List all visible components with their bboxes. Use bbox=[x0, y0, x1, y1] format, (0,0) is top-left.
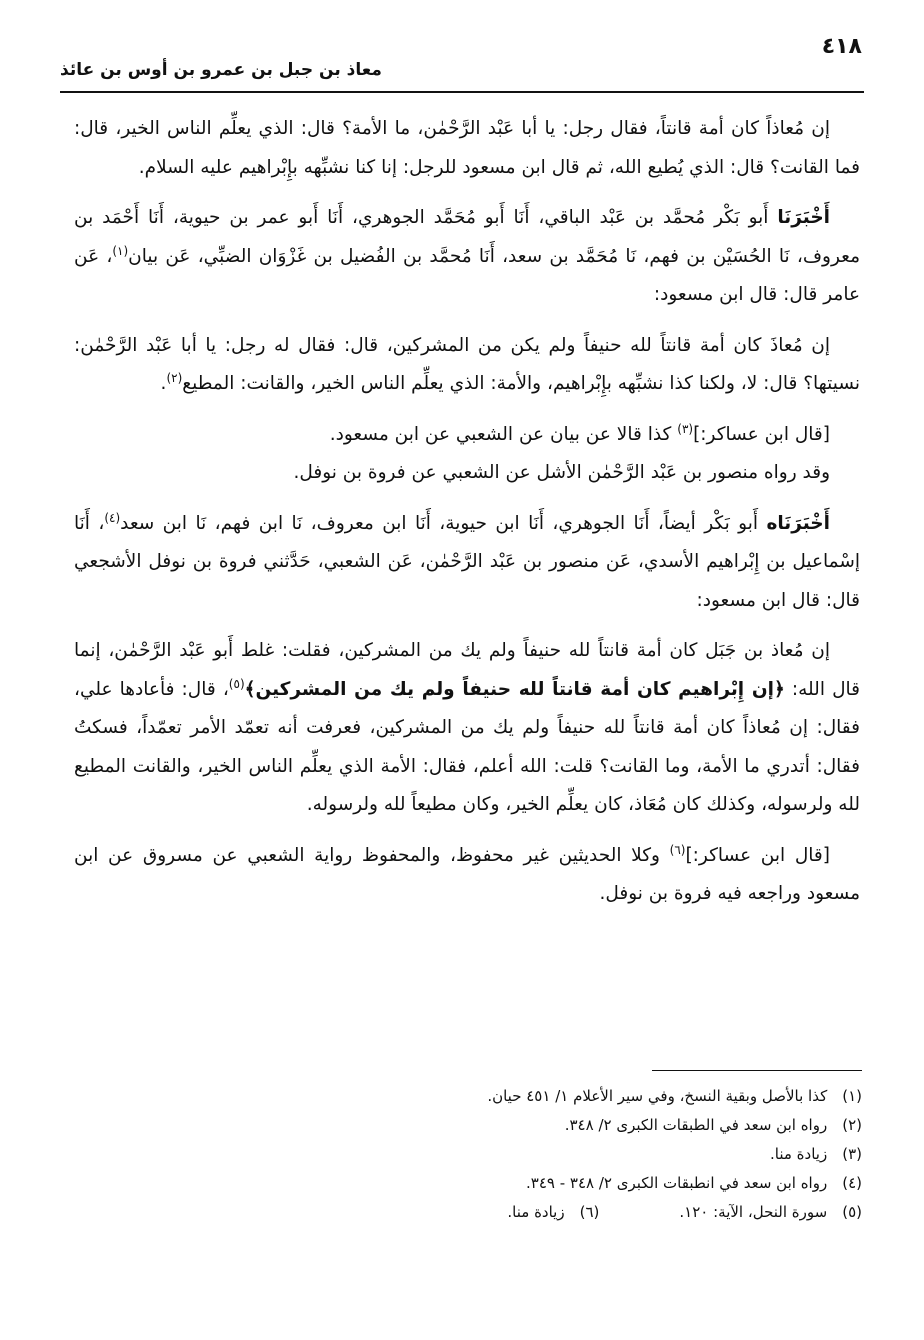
main-text bbox=[74, 110, 860, 926]
paragraph-text: إن مُعاذاً كان أمة قانتاً، فقال رجل: يا أبا عَبْد الرَّحْمٰن، ما الأمة؟ قال: الذي يعلِّم الناس الخير، قال: فما القانت؟ قال: الذي يُطيع الله، ثم قال ابن مسعود للرجل: إنا كنا نشبِّهه بإِبْراهيم عليه السلام. bbox=[74, 118, 860, 178]
paragraph-tail: ، أَنَا إسْماعيل بن إِبْراهيم الأسدي، عَن منصور بن عَبْد الرَّحْمٰن، عَن الشعبي، حَدَّثني فروة بن نوفل الأشجعي قال: قال ابن مسعود: bbox=[74, 512, 860, 611]
footnote-item bbox=[74, 1140, 862, 1169]
paragraph-tail: كذا قالا عن بيان عن الشعبي عن ابن مسعود. bbox=[329, 423, 678, 445]
footnote-ref: (٦) bbox=[669, 842, 686, 857]
footnote-number: (٥) bbox=[842, 1203, 862, 1221]
editor-note: [قال ابن عساكر:] bbox=[685, 844, 830, 866]
paragraph-text: أَبو بَكْر أيضاً، أَنَا الجوهري، أَنَا ابن حيوية، أَنَا ابن معروف، نَا ابن فهم، نَا ابن سعد bbox=[120, 512, 767, 534]
paragraph-tail: ، عَن عامر قال: قال ابن مسعود: bbox=[74, 245, 860, 305]
isnad-keyword: أَخْبَرَنَاه bbox=[766, 512, 830, 534]
paragraph-3 bbox=[74, 327, 860, 404]
footnote-text: رواه ابن سعد في انطبقات الكبرى ٢/ ٣٤٨ - ٣٤٩. bbox=[525, 1174, 828, 1192]
footnote-item bbox=[679, 1198, 862, 1227]
paragraph-8 bbox=[74, 837, 860, 914]
footnote-rule bbox=[652, 1070, 862, 1071]
paragraph-tail: ، قال: فأعادها علي، فقال: إن مُعاذاً كان أمة قانتاً لله حنيفاً ولم يك من المشركين، فعرفت أنه تعمّد الأمر تعمّداً، فسكتُ فقال: أتدري ما الأمة، وما القانت؟ قلت: الله أعلم، فقال: الأمة الذي يعلِّم الناس الخير، والقانت المطيع لله ولرسوله، وكذلك كان مُعَاذ، كان يعلِّم الخير، وكان مطيعاً لله ولرسوله. bbox=[74, 678, 860, 815]
footnote-item bbox=[74, 1169, 862, 1198]
footnote-number: (١) bbox=[842, 1087, 862, 1105]
footnote-item bbox=[74, 1082, 862, 1111]
paragraph-text: أَبو بَكْر مُحمَّد بن عَبْد الباقي، أَنَا أَبو مُحَمَّد الجوهري، أَنَا أَبو عمر بن حيوية، أَنَا أَحْمَد بن معروف، نَا الحُسَيْن بن فهم، نَا مُحَمَّد بن سعد، أَنَا مُحمَّد بن الفُضيل بن غَزْوَان الضبِّي، عَن بيان bbox=[74, 207, 860, 267]
footnote-item bbox=[74, 1111, 862, 1140]
editor-note: [قال ابن عساكر:] bbox=[693, 423, 830, 445]
paragraph-6 bbox=[74, 505, 860, 621]
footnote-text: رواه ابن سعد في الطبقات الكبرى ٢/ ٣٤٨. bbox=[564, 1116, 828, 1134]
paragraph-2 bbox=[74, 199, 860, 315]
footnote-ref: (٤) bbox=[104, 510, 121, 525]
running-title: معاذ بن جبل بن عمرو بن أوس بن عائذ bbox=[60, 60, 382, 80]
paragraph-1 bbox=[74, 110, 860, 187]
paragraph-text: إن مُعاذ بن جَبَل كان أمة قانتاً لله حنيفاً ولم يك من المشركين، فقلت: غلط أَبو عَبْد الرَّحْمٰن، إنما قال الله: bbox=[74, 640, 860, 700]
footnote-ref: (١) bbox=[112, 243, 129, 258]
footnote-item bbox=[507, 1198, 599, 1227]
footnotes bbox=[74, 1082, 862, 1227]
footnote-row bbox=[74, 1198, 862, 1227]
page-number: ٤١٨ bbox=[821, 34, 862, 59]
isnad-keyword: أَخْبَرَنَا bbox=[777, 207, 830, 228]
paragraph-tail: . bbox=[160, 373, 167, 394]
footnote-ref: (٥) bbox=[228, 676, 245, 691]
paragraph-tail: وكلا الحديثين غير محفوظ، والمحفوظ رواية الشعبي عن مسروق عن ابن مسعود وراجعه فيه فروة بن نوفل. bbox=[74, 844, 860, 904]
footnote-ref: (٢) bbox=[166, 370, 183, 385]
footnote-number: (٣) bbox=[842, 1145, 862, 1163]
paragraph-5 bbox=[74, 454, 860, 493]
header-rule bbox=[60, 91, 864, 93]
footnote-number: (٦) bbox=[579, 1203, 600, 1221]
footnote-number: (٤) bbox=[842, 1174, 862, 1192]
paragraph-text: وقد رواه منصور بن عَبْد الرَّحْمٰن الأشل عن الشعبي عن فروة بن نوفل. bbox=[293, 462, 830, 483]
footnote-ref: (٣) bbox=[677, 421, 694, 436]
paragraph-4 bbox=[74, 416, 860, 455]
paragraph-7 bbox=[74, 632, 860, 825]
footnote-text: زيادة منا. bbox=[507, 1203, 565, 1221]
paragraph-text: إن مُعاذَ كان أمة قانتاً لله حنيفاً ولم يكن من المشركين، قال: فقال له رجل: يا أبا عَبْد الرَّحْمٰن: نسيتها؟ قال: لا، ولكنا كذا نشبِّهه بإِبْراهيم، والأمة: الذي يعلِّم الناس الخير، والقانت: المطيع bbox=[74, 334, 860, 394]
footnote-number: (٢) bbox=[842, 1116, 862, 1134]
footnote-text: سورة النحل، الآية: ١٢٠. bbox=[679, 1203, 828, 1221]
quran-verse: ﴿إن إِبْراهيم كان أمة قانتاً لله حنيفاً ولم يك من المشركين﴾ bbox=[244, 678, 785, 700]
footnote-text: كذا بالأصل وبقية النسخ، وفي سير الأعلام ١/ ٤٥١ حيان. bbox=[487, 1087, 828, 1105]
page-header bbox=[60, 32, 862, 92]
footnote-text: زيادة منا. bbox=[770, 1145, 828, 1163]
